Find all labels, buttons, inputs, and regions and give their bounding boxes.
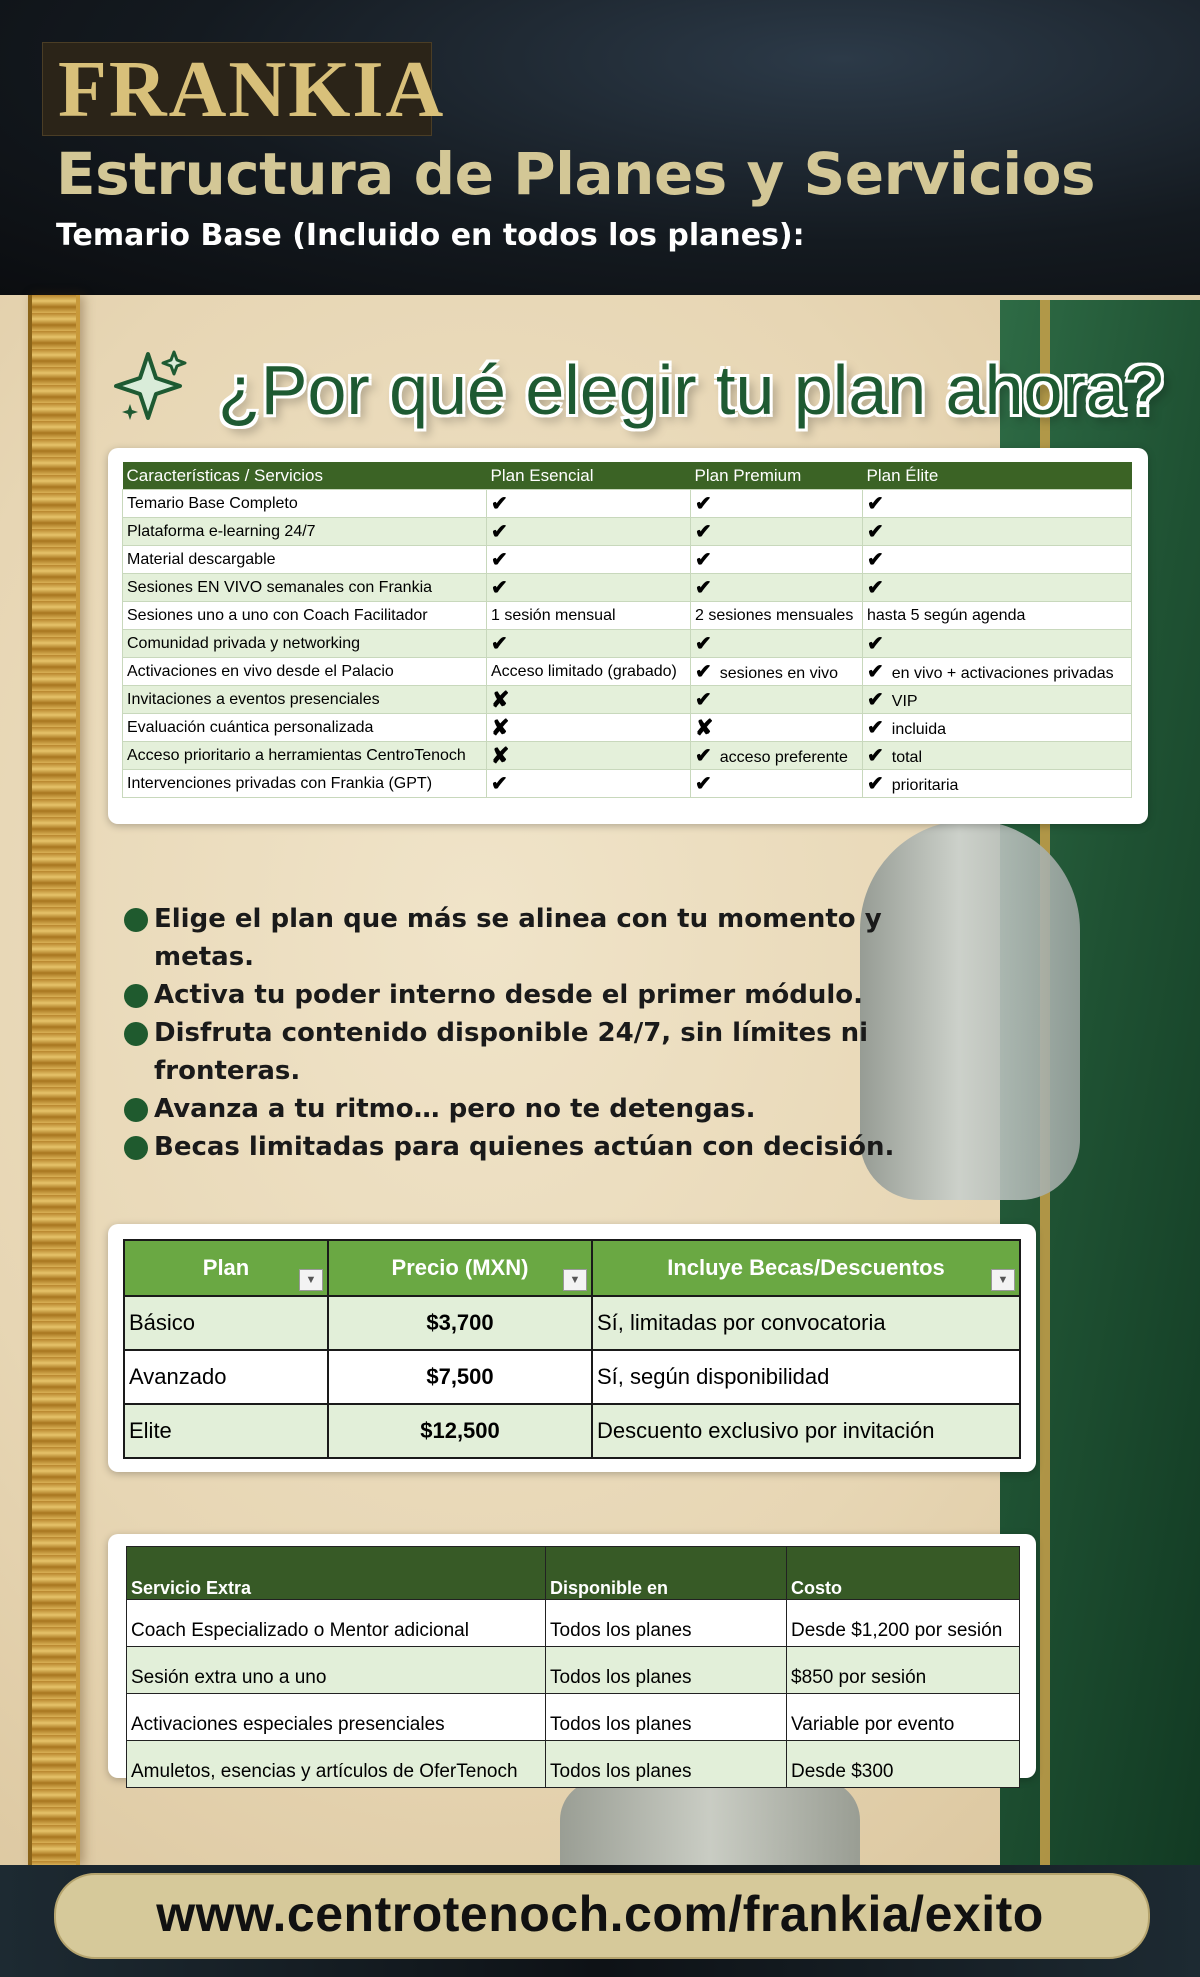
features-table-header [123,462,1132,490]
benefit-item [124,1090,904,1128]
page-title: Estructura de Planes y Servicios [56,140,1096,208]
feature-value-cell [863,714,1132,742]
features-table-row [123,574,1132,602]
feature-name-cell [123,630,487,658]
benefit-text: Disfruta contenido disponible 24/7, sin límites ni fronteras. [154,1018,869,1086]
price-table-row [124,1296,1020,1350]
check-icon: ✔ [695,549,712,571]
price-table-header [124,1240,1020,1296]
price-table [123,1239,1021,1459]
extra-cost-cell: Desde $300 [787,1741,1020,1788]
feature-name-cell [123,714,487,742]
extra-availability-cell: Todos los planes [546,1741,787,1788]
feature-value-cell [863,658,1132,686]
extra-cost-cell: Variable por evento [787,1694,1020,1741]
feature-name-cell [123,574,487,602]
features-table-row [123,770,1132,798]
extras-col-header: Servicio Extra [127,1547,546,1600]
extra-cost-cell: $850 por sesión [787,1647,1020,1694]
feature-cell-text: sesiones en vivo [719,665,839,682]
feature-value-cell [863,686,1132,714]
extras-table-row [127,1647,1020,1694]
check-icon: ✔ [695,493,712,515]
benefit-item [124,900,904,976]
price-table-row [124,1350,1020,1404]
feature-value-cell [691,686,863,714]
feature-value-cell [691,770,863,798]
check-icon: ✔ [867,577,884,599]
feature-name-cell [123,602,487,630]
feature-cell-text: 2 sesiones mensuales [695,606,854,624]
feature-cell-text: Intervenciones privadas con Frankia (GPT) [127,774,433,792]
feature-value-cell [487,630,691,658]
check-icon: ✔ [491,493,508,515]
feature-name-cell [123,770,487,798]
feature-value-cell [863,630,1132,658]
extras-table-row [127,1741,1020,1788]
cross-icon: ✘ [695,714,714,740]
bullet-dot-icon [124,984,148,1008]
feature-value-cell [487,546,691,574]
check-icon: ✔ [491,521,508,543]
feature-value-cell [691,602,863,630]
features-table-row [123,686,1132,714]
feature-value-cell [487,770,691,798]
feature-name-cell [123,658,487,686]
feature-cell-text: prioritaria [891,777,959,794]
check-icon: ✔ [867,549,884,571]
features-col-header: Plan Esencial [487,462,691,490]
check-icon: ✔ [491,549,508,571]
price-col-header-price [328,1240,592,1296]
website-url-link[interactable]: www.centrotenoch.com/frankia/exito [156,1886,1044,1942]
features-table-row [123,742,1132,770]
feature-value-cell [691,546,863,574]
gold-frame-border [28,295,80,1865]
check-icon: ✔ [867,745,884,767]
check-icon: ✔ [867,717,884,739]
bullet-dot-icon [124,1022,148,1046]
sparkle-icon [112,348,192,428]
plan-name-cell: Avanzado [124,1350,328,1404]
cross-icon: ✘ [491,686,510,712]
plan-name-cell: Básico [124,1296,328,1350]
feature-value-cell [487,602,691,630]
feature-value-cell [487,742,691,770]
bullet-dot-icon [124,908,148,932]
feature-value-cell [487,518,691,546]
dropdown-filter-icon[interactable]: ▼ [563,1269,587,1291]
benefit-item [124,1128,904,1166]
feature-value-cell [863,742,1132,770]
feature-value-cell [863,602,1132,630]
bullet-dot-icon [124,1098,148,1122]
features-table-row [123,630,1132,658]
feature-value-cell [691,574,863,602]
feature-value-cell [487,490,691,518]
feature-value-cell [487,686,691,714]
figure-hand-illustration [560,1780,860,1870]
features-table-card [108,448,1148,824]
features-table [122,462,1132,798]
plan-discount-cell: Sí, limitadas por convocatoria [592,1296,1020,1350]
check-icon: ✔ [695,745,712,767]
feature-cell-text: Activaciones en vivo desde el Palacio [127,662,394,680]
feature-value-cell [863,490,1132,518]
check-icon: ✔ [695,577,712,599]
benefit-text: Activa tu poder interno desde el primer módulo. [154,980,864,1010]
benefits-list [124,900,904,1166]
feature-cell-text: Material descargable [127,550,276,568]
feature-cell-text: Sesiones EN VIVO semanales con Frankia [127,578,433,596]
extra-cost-cell: Desde $1,200 por sesión [787,1600,1020,1647]
extras-col-header: Disponible en [546,1547,787,1600]
feature-name-cell [123,686,487,714]
feature-cell-text: VIP [891,693,918,710]
price-col-header-label: Precio (MXN) [391,1255,529,1280]
plan-name-cell: Elite [124,1404,328,1458]
extra-service-cell: Activaciones especiales presenciales [127,1694,546,1741]
price-table-card [108,1224,1036,1472]
feature-cell-text: 1 sesión mensual [491,606,616,624]
feature-name-cell [123,546,487,574]
cross-icon: ✘ [491,714,510,740]
check-icon: ✔ [491,633,508,655]
page-subtitle: Temario Base (Incluido en todos los planes): [56,218,805,253]
feature-cell-text: en vivo + activaciones privadas [891,665,1114,682]
feature-cell-text: total [891,749,923,766]
check-icon: ✔ [867,521,884,543]
features-table-row [123,658,1132,686]
price-table-row [124,1404,1020,1458]
check-icon: ✔ [695,661,712,683]
feature-name-cell [123,490,487,518]
check-icon: ✔ [867,493,884,515]
feature-name-cell [123,742,487,770]
benefit-text: Elige el plan que más se alinea con tu momento y metas. [154,904,882,972]
feature-value-cell [863,770,1132,798]
why-choose-heading [108,340,1188,440]
feature-value-cell [691,490,863,518]
check-icon: ✔ [695,773,712,795]
check-icon: ✔ [867,773,884,795]
extras-table-header [127,1547,1020,1600]
extra-service-cell: Coach Especializado o Mentor adicional [127,1600,546,1647]
brand-logo: FRANKIA [58,46,446,134]
price-col-header-label: Plan [202,1255,250,1280]
features-col-header: Características / Servicios [123,462,487,490]
plan-price-cell: $12,500 [328,1404,592,1458]
feature-cell-text: hasta 5 según agenda [867,606,1026,624]
price-col-header-discount [592,1240,1020,1296]
features-table-row [123,546,1132,574]
dropdown-filter-icon[interactable]: ▼ [991,1269,1015,1291]
feature-cell-text: Acceso limitado (grabado) [491,662,677,680]
price-col-header-label: Incluye Becas/Descuentos [667,1255,945,1280]
price-col-header-plan [124,1240,328,1296]
features-table-row [123,518,1132,546]
feature-value-cell [487,658,691,686]
feature-value-cell [691,518,863,546]
feature-value-cell [691,630,863,658]
extra-service-cell: Amuletos, esencias y artículos de OferTenoch [127,1741,546,1788]
feature-value-cell [863,518,1132,546]
check-icon: ✔ [867,661,884,683]
feature-cell-text: Evaluación cuántica personalizada [127,718,374,736]
features-col-header: Plan Élite [863,462,1132,490]
extras-table [126,1546,1020,1788]
feature-value-cell [487,574,691,602]
feature-value-cell [863,546,1132,574]
bullet-dot-icon [124,1136,148,1160]
price-table-body [124,1296,1020,1458]
check-icon: ✔ [491,773,508,795]
extra-availability-cell: Todos los planes [546,1647,787,1694]
check-icon: ✔ [867,689,884,711]
why-choose-text: ¿Por qué elegir tu plan ahora? [218,351,1164,429]
check-icon: ✔ [695,689,712,711]
extras-table-body [127,1600,1020,1788]
plan-price-cell: $3,700 [328,1296,592,1350]
extra-availability-cell: Todos los planes [546,1600,787,1647]
extras-table-card [108,1534,1036,1782]
dropdown-filter-icon[interactable]: ▼ [299,1269,323,1291]
plan-discount-cell: Sí, según disponibilidad [592,1350,1020,1404]
extra-availability-cell: Todos los planes [546,1694,787,1741]
benefit-item [124,976,904,1014]
benefit-item [124,1014,904,1090]
features-table-row [123,714,1132,742]
feature-cell-text: acceso preferente [719,749,848,766]
feature-cell-text: Comunidad privada y networking [127,634,361,652]
feature-value-cell [691,742,863,770]
features-table-body [123,490,1132,798]
feature-cell-text: incluida [891,721,947,738]
feature-cell-text: Sesiones uno a uno con Coach Facilitador [127,606,428,624]
feature-value-cell [691,714,863,742]
cross-icon: ✘ [491,742,510,768]
feature-value-cell [487,714,691,742]
features-table-row [123,490,1132,518]
feature-name-cell [123,518,487,546]
feature-cell-text: Invitaciones a eventos presenciales [127,690,380,708]
plan-price-cell: $7,500 [328,1350,592,1404]
check-icon: ✔ [491,577,508,599]
feature-value-cell [691,658,863,686]
check-icon: ✔ [695,521,712,543]
feature-cell-text: Acceso prioritario a herramientas CentroTenoch [127,746,466,764]
feature-cell-text: Temario Base Completo [127,494,298,512]
check-icon: ✔ [695,633,712,655]
benefit-text: Becas limitadas para quienes actúan con decisión. [154,1132,895,1162]
plan-discount-cell: Descuento exclusivo por invitación [592,1404,1020,1458]
feature-value-cell [863,574,1132,602]
extra-service-cell: Sesión extra uno a uno [127,1647,546,1694]
extras-col-header: Costo [787,1547,1020,1600]
extras-table-row [127,1600,1020,1647]
check-icon: ✔ [867,633,884,655]
features-table-row [123,602,1132,630]
benefit-text: Avanza a tu ritmo… pero no te detengas. [154,1094,756,1124]
feature-cell-text: Plataforma e-learning 24/7 [127,522,316,540]
extras-table-row [127,1694,1020,1741]
features-col-header: Plan Premium [691,462,863,490]
